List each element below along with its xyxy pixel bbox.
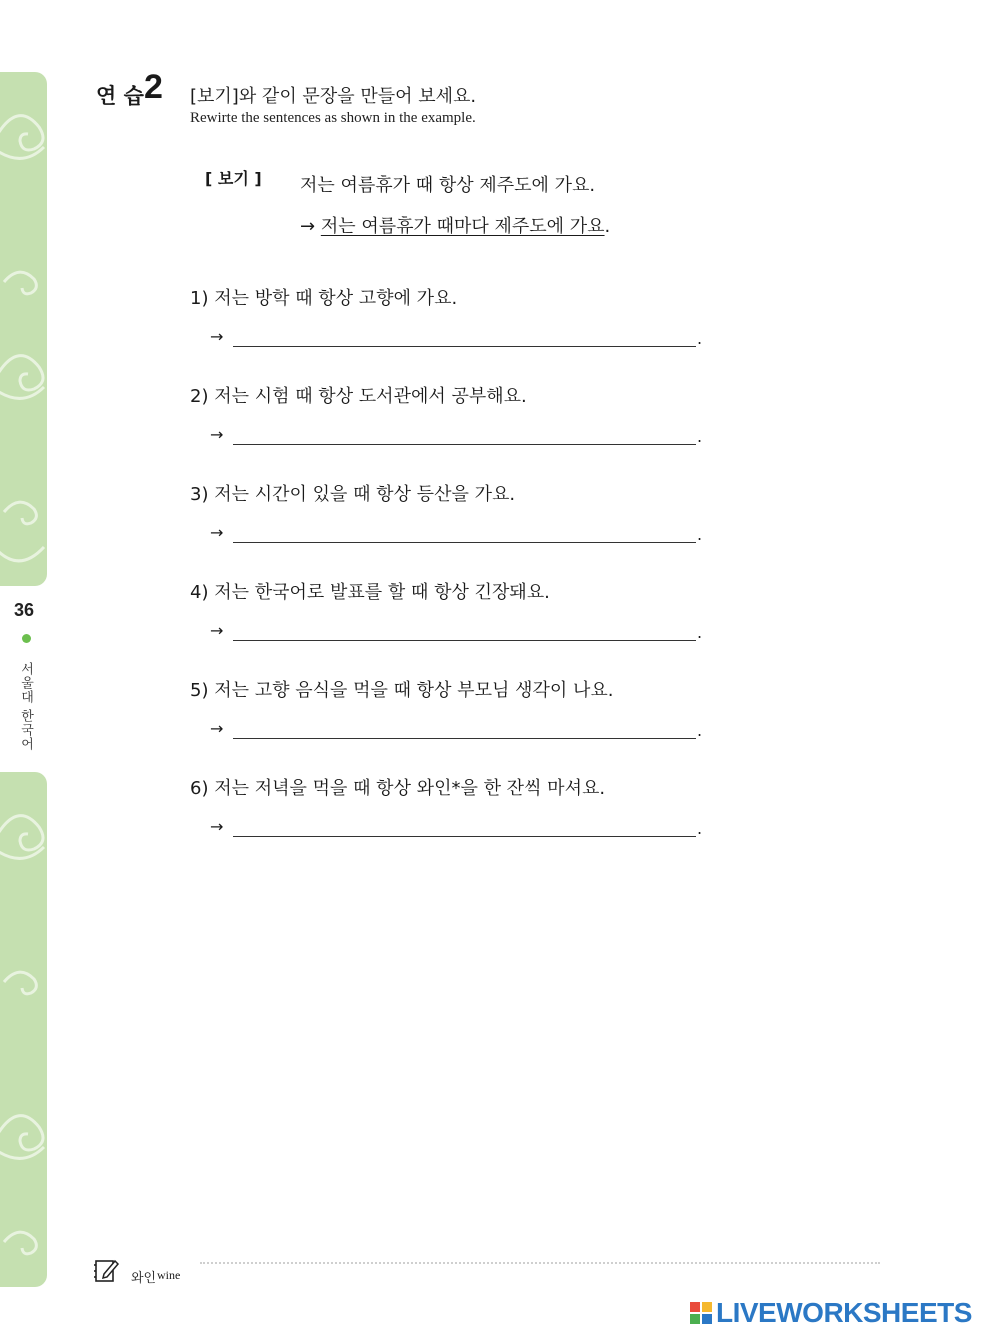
question-1: 1) 저는 방학 때 항상 고향에 가요. — [190, 288, 458, 309]
answer-period: . — [697, 329, 703, 348]
logo-grid-icon — [690, 1302, 712, 1324]
example-tag: [ 보기 ] — [205, 169, 262, 188]
answer-blank-2[interactable] — [233, 444, 696, 445]
cloud-pattern-icon — [0, 772, 47, 1287]
bullet-dot — [22, 634, 31, 643]
instruction-korean: [보기]와 같이 문장을 만들어 보세요. — [190, 86, 477, 107]
question-5: 5) 저는 고향 음식을 먹을 때 항상 부모님 생각이 나요. — [190, 680, 614, 701]
example-answer — [300, 212, 610, 238]
answer-period: . — [697, 525, 703, 544]
logo-text: LIVEWORKSHEETS — [716, 1297, 972, 1328]
answer-arrow: → — [210, 621, 224, 640]
example-period: . — [604, 216, 611, 237]
answer-blank-3[interactable] — [233, 542, 696, 543]
answer-arrow: → — [210, 327, 224, 346]
answer-period: . — [697, 819, 703, 838]
answer-blank-5[interactable] — [233, 738, 696, 739]
question-4: 4) 저는 한국어로 발표를 할 때 항상 긴장돼요. — [190, 582, 550, 603]
answer-period: . — [697, 623, 703, 642]
sidebar-tab-top — [0, 72, 47, 586]
answer-period: . — [697, 721, 703, 740]
footnote-word-english: wine — [157, 1268, 181, 1282]
answer-blank-1[interactable] — [233, 346, 696, 347]
question-6: 6) 저는 저녁을 먹을 때 항상 와인*을 한 잔씩 마셔요. — [190, 778, 606, 799]
answer-blank-4[interactable] — [233, 640, 696, 641]
sidebar-tab-bottom — [0, 772, 47, 1287]
pencil-note-icon — [94, 1257, 120, 1283]
answer-arrow: → — [210, 425, 224, 444]
instruction-english: Rewirte the sentences as shown in the example. — [190, 110, 476, 126]
cloud-pattern-icon — [0, 72, 47, 586]
footnote-divider — [200, 1262, 880, 1264]
exercise-number: 2 — [144, 68, 163, 106]
page-number: 36 — [14, 600, 35, 620]
liveworksheets-logo — [690, 1297, 972, 1329]
answer-row-1 — [210, 327, 703, 351]
answer-arrow: → — [210, 523, 224, 542]
answer-blank-6[interactable] — [233, 836, 696, 837]
answer-row-2 — [210, 425, 703, 449]
answer-row-3 — [210, 523, 703, 547]
example-answer-text: 저는 여름휴가 때마다 제주도에 가요 — [320, 216, 605, 237]
example-sentence: 저는 여름휴가 때 항상 제주도에 가요. — [300, 175, 596, 196]
answer-arrow: → — [210, 817, 224, 836]
answer-row-5 — [210, 719, 703, 743]
question-3: 3) 저는 시간이 있을 때 항상 등산을 가요. — [190, 484, 516, 505]
answer-arrow: → — [210, 719, 224, 738]
exercise-label: 연 습 — [96, 84, 144, 108]
example-arrow: → — [300, 216, 316, 237]
book-title: 서울대 한국어 — [18, 662, 33, 752]
answer-period: . — [697, 427, 703, 446]
answer-row-6 — [210, 817, 703, 841]
question-2: 2) 저는 시험 때 항상 도서관에서 공부해요. — [190, 386, 527, 407]
answer-row-4 — [210, 621, 703, 645]
footnote-word-korean: 와인 — [131, 1271, 157, 1286]
